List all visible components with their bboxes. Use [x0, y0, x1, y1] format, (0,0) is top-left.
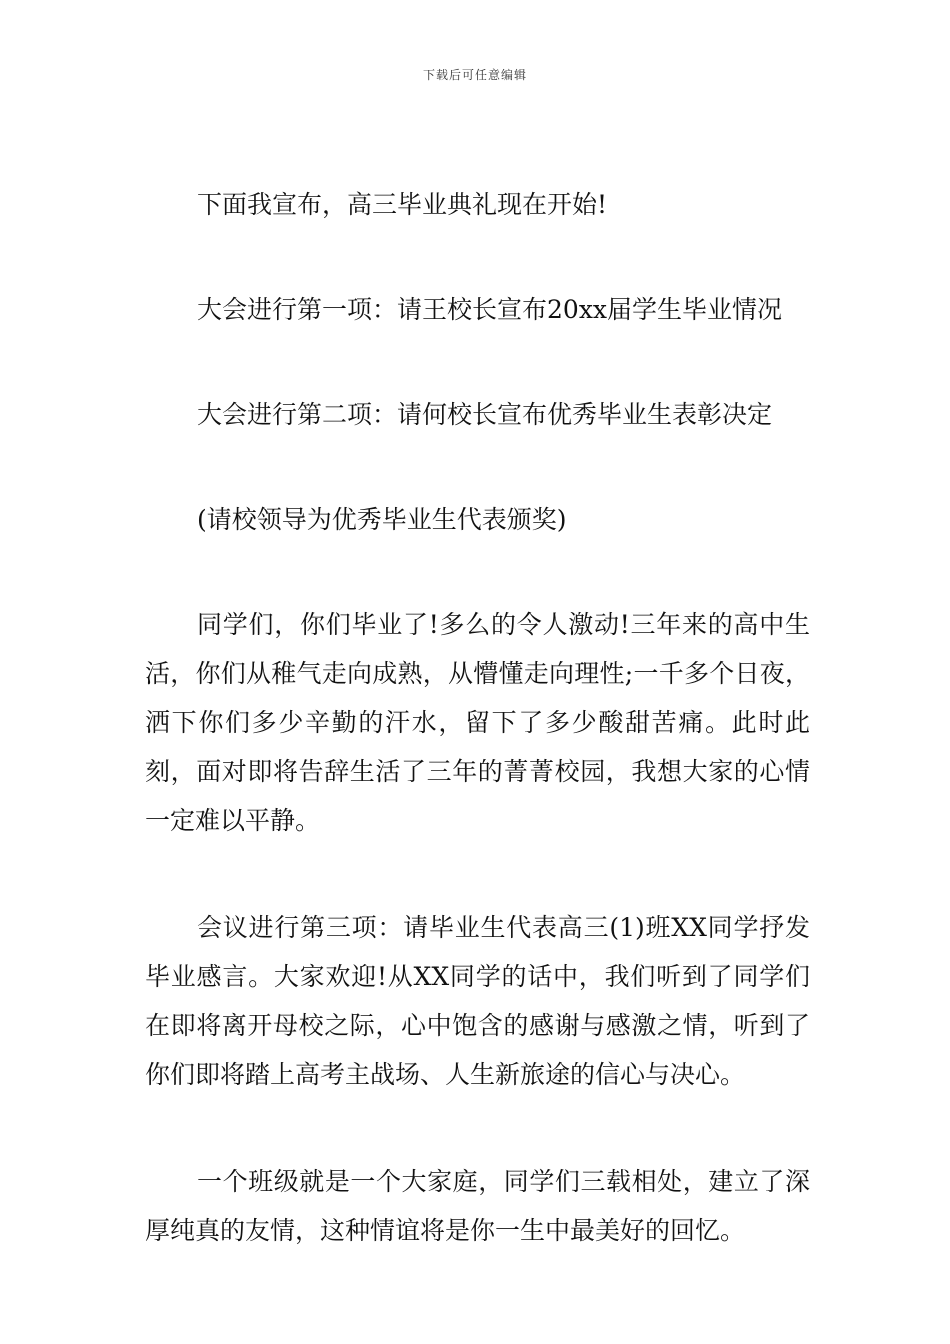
page-header: 下载后可任意编辑	[422, 68, 527, 82]
paragraph-item-2: 大会进行第二项：请何校长宣布优秀毕业生表彰决定	[197, 400, 773, 429]
paragraph-item-3: 会议进行第三项：请毕业生代表高三(1)班XX同学抒发毕业感言。大家欢迎!从XX同学的话中，我们听到了同学们在即将离开母校之际，心中饱含的感谢与感激之情，听到了你们即将踏上高考主战场、人生新旅途的信心与决心。	[145, 913, 810, 1089]
paragraph-item-1: 大会进行第一项：请王校长宣布20xx届学生毕业情况	[197, 295, 783, 324]
paragraph-opening: 下面我宣布，高三毕业典礼现在开始!	[197, 190, 608, 219]
paragraph-award-note: (请校领导为优秀毕业生代表颁奖)	[197, 505, 567, 534]
paragraph-graduation-speech: 同学们，你们毕业了!多么的令人激动!三年来的高中生活，你们从稚气走向成熟，从懵懂走向理性;一千多个日夜，洒下你们多少辛勤的汗水，留下了多少酸甜苦痛。此时此刻，面对即将告辞生活了三年的菁菁校园，我想大家的心情一定难以平静。	[145, 610, 810, 835]
document-body	[145, 180, 810, 1313]
paragraph-class-family: 一个班级就是一个大家庭，同学们三载相处，建立了深厚纯真的友情，这种情谊将是你一生中最美好的回忆。	[145, 1167, 810, 1245]
